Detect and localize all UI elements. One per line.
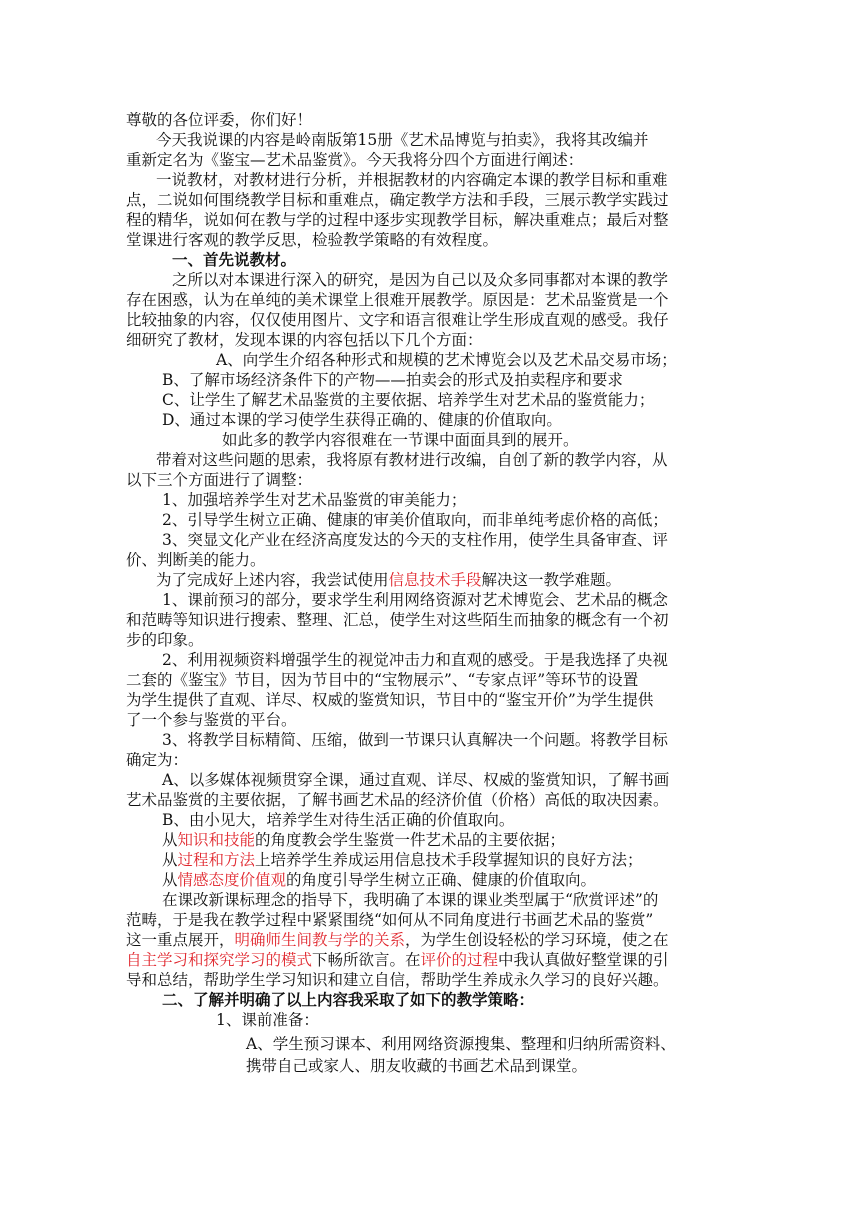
dimension-prefix: 从: [162, 851, 178, 869]
adjustment-item: 3、突显文化产业在经济高度发达的今天的支柱作用，使学生具备审查、评: [162, 531, 668, 549]
reform-line: 范畴，于是我在教学过程中紧紧围绕“如何从不同角度进行书画艺术品的鉴赏”: [126, 911, 654, 929]
adjustment-item: 1、加强培养学生对艺术品鉴赏的审美能力；: [162, 491, 467, 509]
intro-line: 一说教材，对教材进行分析，并根据教材的内容确定本课的教学目标和重难: [156, 171, 668, 189]
reform-line: 在课改新课标理念的指导下，我明确了本课的课业类型属于“欣赏评述”的: [162, 891, 659, 909]
reform-l4-mid: 下畅所欲言。在: [312, 951, 421, 969]
intro-line: 今天我说课的内容是岭南版第15册《艺术品博览与拍卖》，我将其改编并: [156, 131, 649, 149]
section1-heading: 一、首先说教材。: [172, 250, 297, 269]
prep-heading: 1、课前准备：: [216, 1011, 319, 1029]
section1-line: 细研究了教材，发现本课的内容包括以下几个方面：: [126, 331, 483, 349]
reform-line: 导和总结，帮助学生学习知识和建立自信，帮助学生养成永久学习的良好兴趣。: [126, 971, 669, 989]
tech-before: 为了完成好上述内容，我尝试使用: [156, 571, 389, 589]
dimension-suffix: 的角度引导学生树立正确、健康的价值取向。: [286, 871, 597, 889]
adjust-intro-line: 带着对这些问题的思索，我将原有教材进行改编，自创了新的教学内容，从: [156, 451, 668, 469]
point1-line: 和范畴等知识进行搜索、整理、汇总，使学生对这些陌生而抽象的概念有一个初: [126, 611, 669, 629]
greeting: 尊敬的各位评委，你们好！: [126, 111, 313, 129]
point2-line: 为学生提供了直观、详尽、权威的鉴赏知识，节目中的“鉴宝开价”为学生提供: [126, 691, 654, 709]
intro-line: 程的精华，说如何在教与学的过程中逐步实现教学目标，解决重难点；最后对整: [126, 211, 669, 229]
goal-b-line: B、由小见大，培养学生对待生活正确的价值取向。: [162, 811, 515, 829]
reform-l3-post: ，为学生创设轻松的学习环境，使之在: [405, 931, 669, 949]
reform-line: [126, 950, 669, 970]
content-item: B、了解市场经济条件下的产物——拍卖会的形式及拍卖程序和要求: [162, 371, 623, 389]
point3-line: 3、将教学目标精简、压缩，做到一节课只认真解决一个问题。将教学目标: [162, 731, 668, 749]
point1-line: 1、课前预习的部分，要求学生利用网络资源对艺术博览会、艺术品的概念: [162, 591, 668, 609]
reform-l3-highlight: 明确师生间教与学的关系: [234, 931, 406, 949]
adjust-intro-line: 以下三个方面进行了调整：: [126, 471, 313, 489]
tech-highlight: 信息技术手段: [388, 571, 482, 589]
content-item: A、向学生介绍各种形式和规模的艺术博览会以及艺术品交易市场；: [216, 351, 677, 369]
reform-l3-pre: 这一重点展开，: [126, 931, 235, 949]
goal-a-line: 艺术品鉴赏的主要依据，了解书画艺术品的经济价值（价格）高低的取决因素。: [126, 791, 669, 809]
dimension-line: [162, 850, 643, 870]
goal-a-line: A、以多媒体视频贯穿全课，通过直观、详尽、权威的鉴赏知识，了解书画: [162, 771, 670, 789]
content-item: C、让学生了解艺术品鉴赏的主要依据、培养学生对艺术品的鉴赏能力；: [162, 391, 655, 409]
dimension-prefix: 从: [162, 831, 178, 849]
section1-line: 存在困惑，认为在单纯的美术课堂上很难开展教学。原因是：艺术品鉴赏是一个: [126, 291, 669, 309]
dimension-suffix: 上培养学生养成运用信息技术手段掌握知识的良好方法；: [255, 851, 643, 869]
prep-a-line: 携带自己或家人、朋友收藏的书画艺术品到课堂。: [246, 1057, 588, 1075]
adjustment-item: 价、判断美的能力。: [126, 551, 266, 569]
reform-l4-highlight-2: 评价的过程: [420, 951, 499, 969]
section1-line: 比较抽象的内容，仅仅使用图片、文字和语言很难让学生形成直观的感受。我仔: [126, 311, 669, 329]
section1-line: 之所以对本课进行深入的研究，是因为自己以及众多同事都对本课的教学: [172, 271, 669, 289]
tech-line: [156, 570, 621, 590]
point2-line: 二套的《鉴宝》节目，因为节目中的“宝物展示”、“专家点评”等环节的设置: [126, 671, 639, 689]
section2-heading: 二、了解并明确了以上内容我采取了如下的教学策略：: [162, 990, 535, 1009]
dimension-highlight: 情感态度价值观: [177, 871, 287, 889]
intro-line: 堂课进行客观的教学反思，检验教学策略的有效程度。: [126, 231, 499, 249]
point1-line: 步的印象。: [126, 631, 204, 649]
point2-line: 2、利用视频资料增强学生的视觉冲击力和直观的感受。于是我选择了央视: [162, 651, 668, 669]
prep-a-line: A、学生预习课本、利用网络资源搜集、整理和归纳所需资料、: [246, 1035, 676, 1053]
reform-l4-highlight-1: 自主学习和探究学习的模式: [126, 951, 313, 969]
intro-line: 点，二说如何围绕教学目标和重难点，确定教学方法和手段，三展示教学实践过: [126, 191, 669, 209]
dimension-line: [162, 870, 596, 890]
point3-line: 确定为：: [126, 751, 189, 769]
reform-l4-post: 中我认真做好整堂课的引: [498, 951, 669, 969]
dimension-line: [162, 830, 565, 850]
dimension-suffix: 的角度教会学生鉴赏一件艺术品的主要依据；: [255, 831, 566, 849]
content-item: D、通过本课的学习使学生获得正确的、健康的价值取向。: [162, 411, 562, 429]
reform-line: [126, 930, 669, 950]
adjustment-item: 2、引导学生树立正确、健康的审美价值取向，而非单纯考虑价格的高低；: [162, 511, 668, 529]
tech-after: 解决这一教学难题。: [481, 571, 622, 589]
point2-line: 了一个参与鉴赏的平台。: [126, 711, 297, 729]
intro-line: 重新定名为《鉴宝—艺术品鉴赏》。今天我将分四个方面进行阐述：: [126, 151, 584, 169]
too-much-text: 如此多的教学内容很难在一节课中面面具到的展开。: [222, 431, 579, 449]
dimension-highlight: 知识和技能: [177, 831, 256, 849]
dimension-prefix: 从: [162, 871, 178, 889]
dimension-highlight: 过程和方法: [177, 851, 256, 869]
